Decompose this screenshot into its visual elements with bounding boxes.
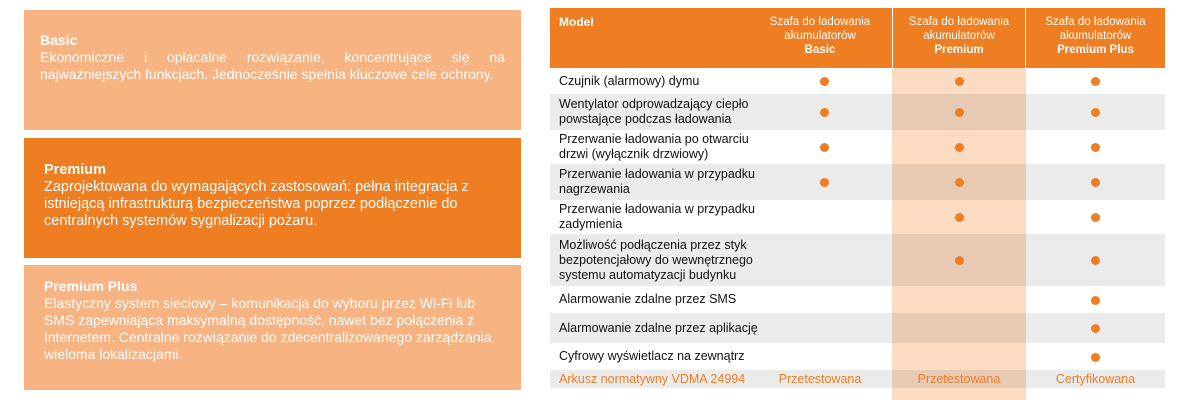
header-basic-line1: Szafa do ładowania [769,16,871,28]
premium-card [24,138,521,258]
header-premium [892,8,1026,68]
premium-feature-dot [955,178,964,187]
footer-basic: Przetestowana [778,372,862,386]
table-row [550,68,1165,94]
premium-feature-dot [955,77,964,86]
premium-description: Zaprojektowana do wymagających zastosowań: pełna integracja z istniejącą infrastrukturą bezpieczeństwa poprzez podłączenie do centralnych systemów sygnalizacji pożaru. [44,179,469,229]
header-premium-line2: akumulatorów [923,30,995,42]
premium-feature-dot [955,213,964,222]
basic-feature-dot [820,178,829,187]
basic-feature-dot [820,108,829,117]
header-premium-plus-name: Premium Plus [1057,44,1134,56]
header-premium-plus-line2: akumulatorów [1059,30,1132,42]
basic-card [24,10,521,130]
premium-plus-description: Elastyczny system sieciowy – komunikacja do wyboru przez Wi-Fi lub SMS zapewniająca maksymalną dostępność, nawet bez połączenia z Internetem. Centralne rozwiązanie do zdecentralizowanego zarządzania wieloma lokalizacjami. [44,295,492,362]
premium-plus-feature-dot [1091,143,1100,152]
row-label: Cyfrowy wyświetlacz na zewnątrz [559,349,745,363]
premium-plus-feature-dot [1091,256,1100,265]
premium-plus-feature-dot [1091,178,1100,187]
premium-plus-card [24,265,521,390]
table-row [550,286,1165,313]
premium-plus-feature-dot [1091,108,1100,117]
comparison-table-header [550,8,1165,68]
header-model: Model [559,15,594,29]
header-basic-line2: akumulatorów [784,30,856,42]
premium-plus-feature-dot [1091,353,1100,362]
basic-title: Basic [40,32,78,48]
row-label: Możliwość podłączenia przez styk bezpotencjałowy do wewnętrznego systemu automatyzacji budynku [559,237,753,282]
row-label: Przerwanie ładowania po otwarciu drzwi (wyłącznik drzwiowy) [559,132,749,161]
row-label: Przerwanie ładowania w przypadku zadymienia [559,202,755,231]
header-premium-line1: Szafa do ładowania [908,16,1010,28]
header-premium-plus-line1: Szafa do ładowania [1045,16,1146,28]
table-row [550,343,1165,370]
premium-title: Premium [44,162,107,178]
header-basic [750,8,890,68]
table-footer-row [550,370,1165,388]
header-premium-name: Premium [934,44,984,56]
header-premium-plus [1026,8,1165,68]
footer-label: Arkusz normatywny VDMA 24994 [559,372,746,386]
premium-plus-title: Premium Plus [44,278,138,294]
footer-premium: Przetestowana [917,372,1001,386]
table-row [550,234,1165,286]
premium-feature-dot [955,108,964,117]
header-basic-name: Basic [804,44,836,56]
premium-plus-feature-dot [1091,324,1100,333]
premium-feature-dot [955,143,964,152]
row-label: Alarmowanie zdalne przez aplikację [559,320,758,335]
basic-feature-dot [820,143,829,152]
premium-feature-dot [955,256,964,265]
premium-plus-feature-dot [1091,77,1100,86]
table-row [550,94,1165,130]
table-row [550,130,1165,164]
premium-plus-feature-dot [1091,213,1100,222]
table-row [550,200,1165,234]
premium-plus-feature-dot [1091,296,1100,305]
table-row [550,164,1165,200]
table-row [550,313,1165,343]
row-label: Czujnik (alarmowy) dymu [559,73,700,88]
basic-feature-dot [820,77,829,86]
footer-premium-plus: Certyfikowana [1055,372,1136,386]
row-label: Wentylator odprowadzający ciepło powstające podczas ładowania [559,97,749,126]
row-label: Alarmowanie zdalne przez SMS [559,292,737,306]
basic-description: Ekonomiczne i opłacalne rozwiązanie, koncentrujące się na najważniejszych funkcjach. Jednocześnie spełnia kluczowe cele ochrony. [40,49,505,82]
row-label: Przerwanie ładowania w przypadku nagrzewania [559,167,755,196]
